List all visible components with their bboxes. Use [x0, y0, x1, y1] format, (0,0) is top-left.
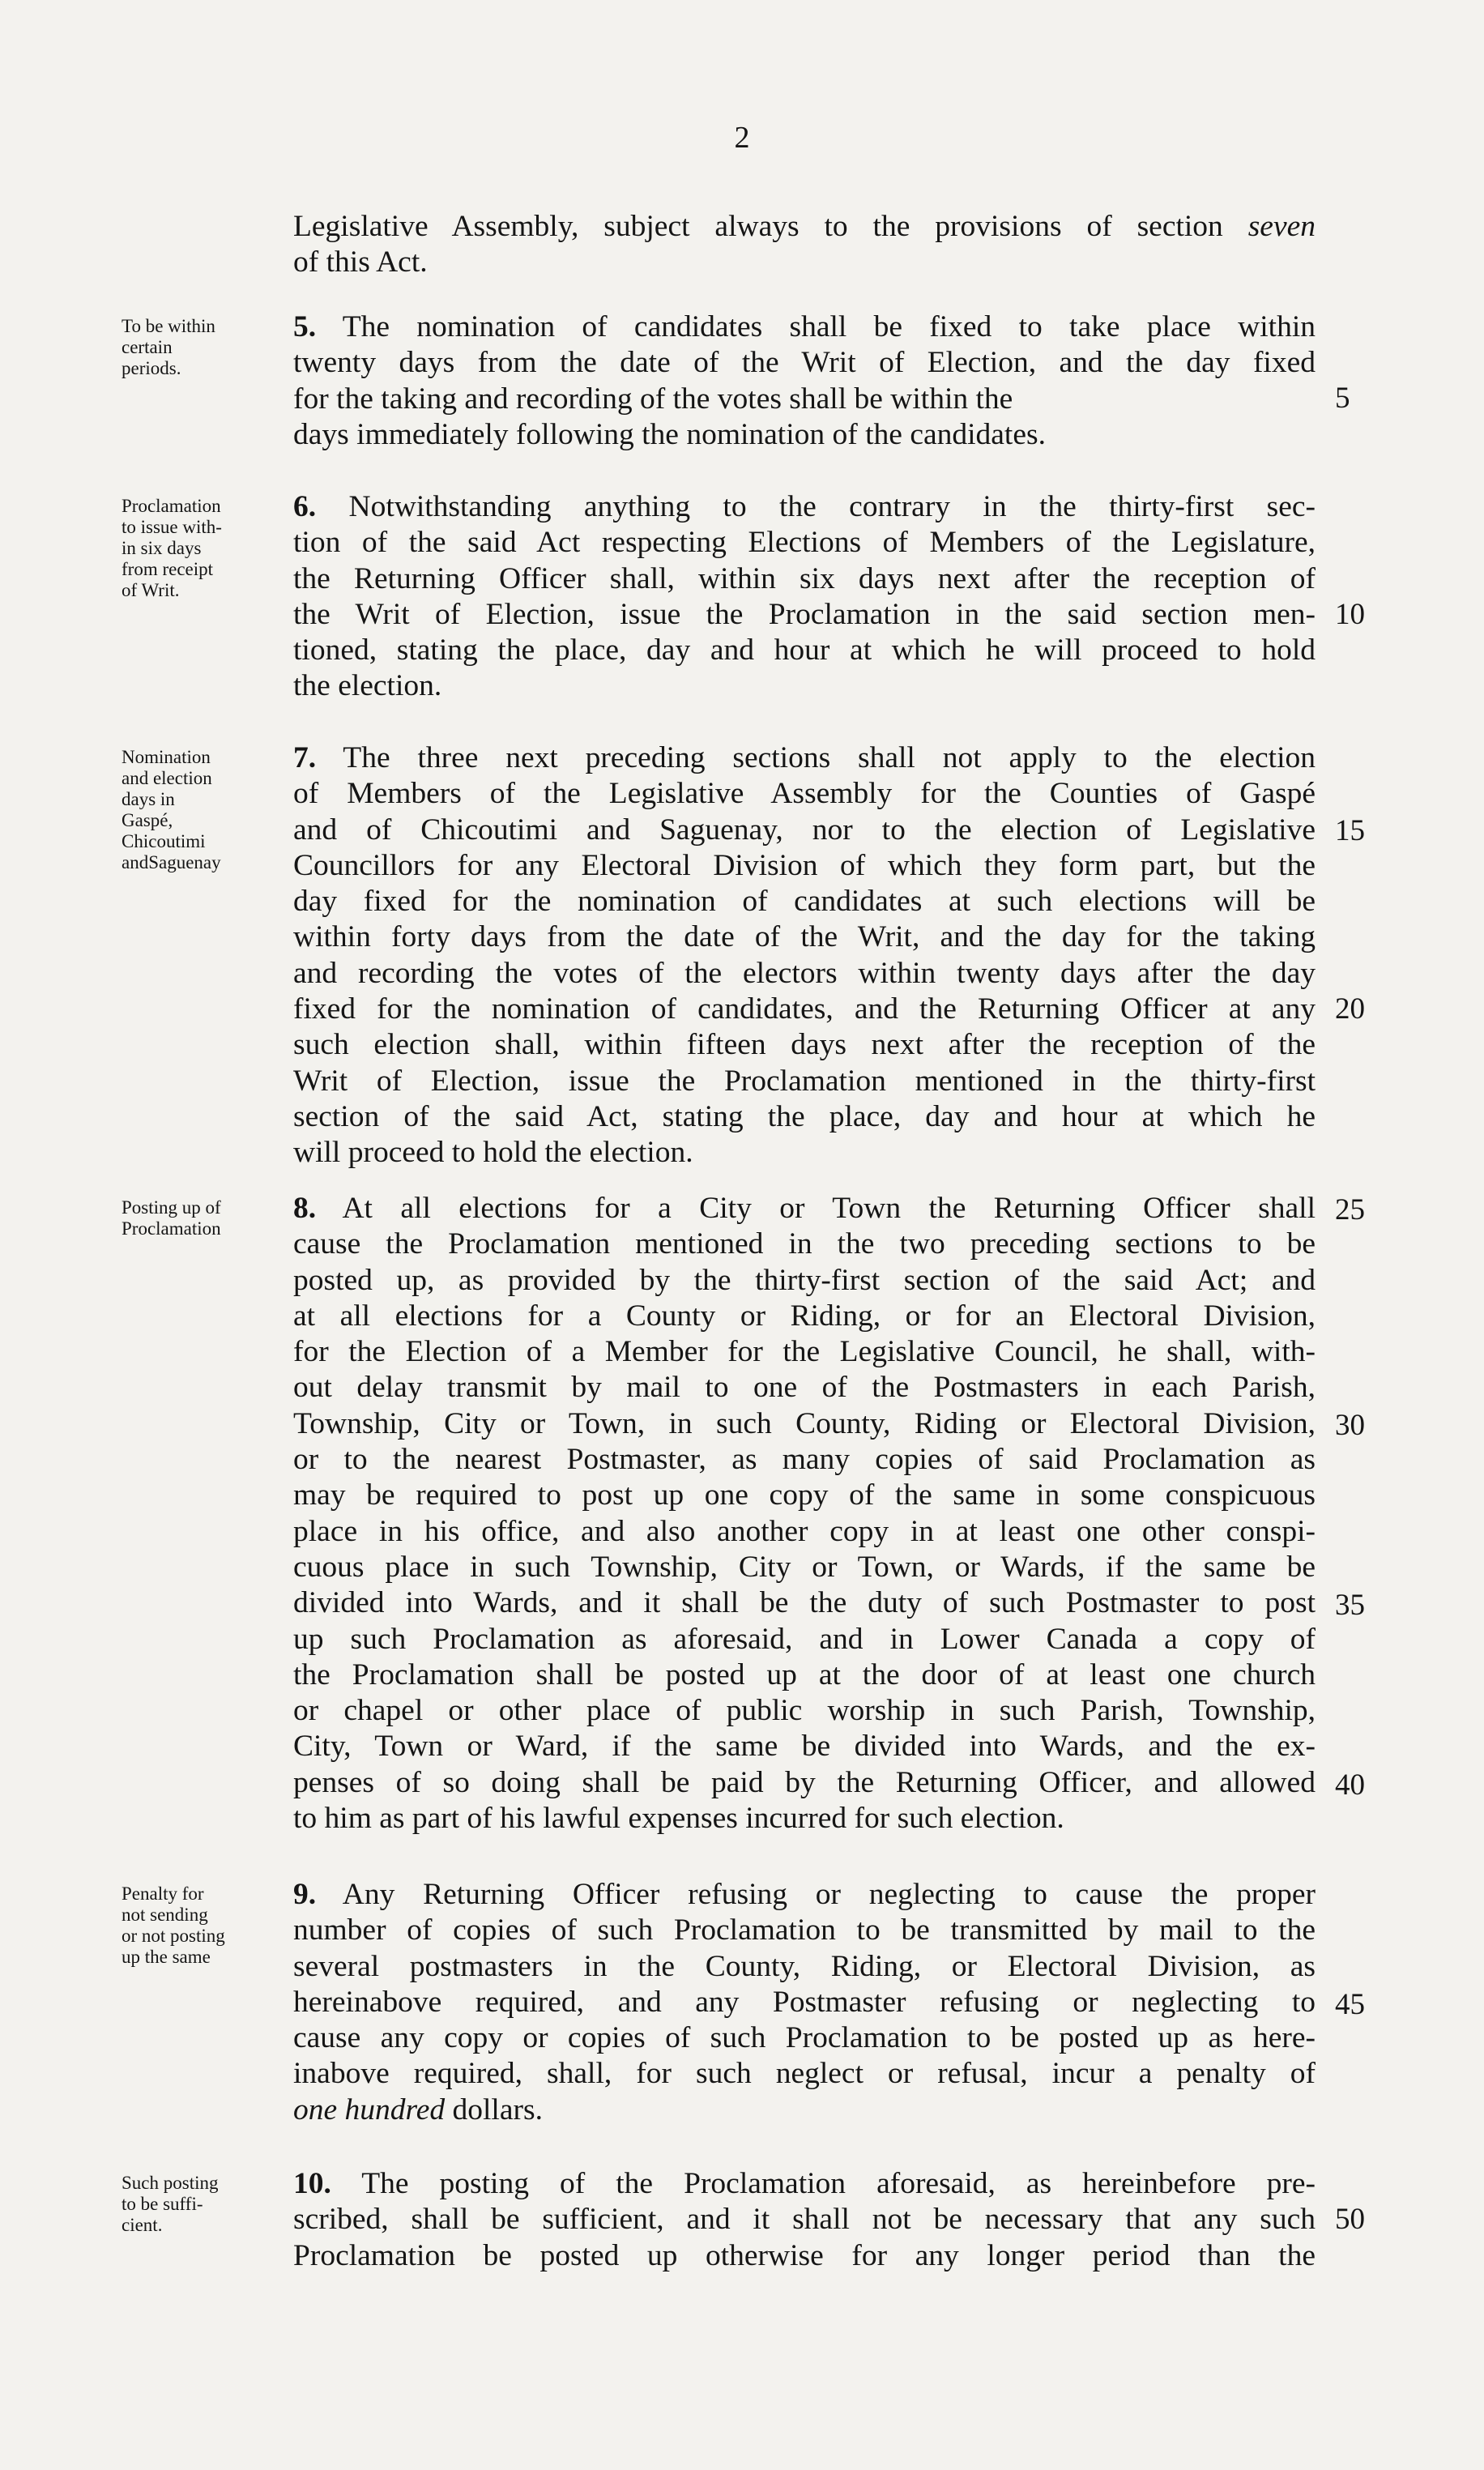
section-text — [293, 740, 1316, 1171]
section-text — [293, 489, 1316, 705]
text-line: will proceed to hold the election. — [293, 1136, 693, 1170]
text-line: twenty days from the date of the Writ of Election, and the day fixed — [293, 346, 1316, 380]
text-line: the Proclamation shall be posted up at the door of at least one church — [293, 1657, 1316, 1691]
line-number: 50 — [1335, 2203, 1365, 2236]
section-text — [293, 1191, 1316, 1837]
text-line: posted up, as provided by the thirty-first section of the said Act; and — [293, 1263, 1316, 1297]
text-line: Writ of Election, issue the Proclamation mentioned in the thirty-first — [293, 1064, 1316, 1098]
marginal-note: Proclamation to issue with- in six days from receipt of Writ. — [122, 496, 222, 600]
text-line: place in his office, and also another copy in at least one other conspi- — [293, 1514, 1316, 1548]
text-line: or chapel or other place of public worship in such Parish, Township, — [293, 1694, 1316, 1728]
text-line: the election. — [293, 669, 442, 703]
text-line: of Members of the Legislative Assembly for the Counties of Gaspé — [293, 777, 1316, 811]
text-line: out delay transmit by mail to one of the Postmasters in each Parish, — [293, 1371, 1316, 1405]
marginal-note: Such posting to be suffi- cient. — [122, 2173, 219, 2235]
text-line: to him as part of his lawful expenses incurred for such election. — [293, 1802, 1064, 1836]
section-text — [293, 1877, 1316, 2128]
line-number: 10 — [1335, 598, 1365, 631]
text-line: hereinabove required, and any Postmaster refusing or neglecting to — [293, 1985, 1316, 2019]
line-number: 35 — [1335, 1589, 1365, 1622]
text-line: for the taking and recording of the votes shall be within the — [293, 382, 1013, 416]
section-text — [293, 209, 1316, 281]
text-line: Proclamation be posted up otherwise for any longer period than the — [293, 2238, 1316, 2272]
text-line: Legislative Assembly, subject always to the provisions of section seven — [293, 210, 1316, 243]
text-line: for the Election of a Member for the Legislative Council, he shall, with- — [293, 1335, 1316, 1369]
text-line: one hundred dollars. — [293, 2092, 543, 2127]
text-line: scribed, shall be sufficient, and it shall not be necessary that any such — [293, 2203, 1316, 2237]
text-line: 8. At all elections for a City or Town the Returning Officer shall — [293, 1192, 1316, 1225]
text-line: 9. Any Returning Officer refusing or neglecting to cause the proper — [293, 1878, 1316, 1911]
text-line: and recording the votes of the electors within twenty days after the day — [293, 956, 1316, 990]
marginal-note: Penalty for not sending or not posting up the same — [122, 1883, 225, 1967]
text-line: 10. The posting of the Proclamation aforesaid, as hereinbefore pre- — [293, 2167, 1316, 2200]
text-line: inabove required, shall, for such neglect or refusal, incur a penalty of — [293, 2057, 1316, 2091]
line-number: 5 — [1335, 382, 1350, 415]
text-line: the Writ of Election, issue the Proclamation in the said section men- — [293, 597, 1316, 631]
section-text — [293, 2166, 1316, 2274]
marginal-note: To be within certain periods. — [122, 316, 215, 378]
text-line: 5. The nomination of candidates shall be fixed to take place within — [293, 310, 1316, 343]
text-line: and of Chicoutimi and Saguenay, nor to the election of Legislative — [293, 813, 1316, 847]
text-line: or to the nearest Postmaster, as many copies of said Proclamation as — [293, 1443, 1316, 1477]
section-text — [293, 309, 1316, 453]
text-line: of this Act. — [293, 245, 428, 279]
text-line: at all elections for a County or Riding, or for an Electoral Division, — [293, 1299, 1316, 1333]
page-number: 2 — [734, 121, 750, 155]
text-line: Township, City or Town, in such County, Riding or Electoral Division, — [293, 1406, 1316, 1440]
text-line: 6. Notwithstanding anything to the contrary in the thirty-first sec- — [293, 490, 1316, 523]
text-line: such election shall, within fifteen days next after the reception of the — [293, 1028, 1316, 1062]
line-number: 30 — [1335, 1409, 1365, 1442]
marginal-note: Nomination and election days in Gaspé, Chicoutimi andSaguenay — [122, 747, 221, 872]
line-number: 25 — [1335, 1193, 1365, 1226]
text-line: Councillors for any Electoral Division of which they form part, but the — [293, 848, 1316, 882]
text-line: up such Proclamation as aforesaid, and in Lower Canada a copy of — [293, 1622, 1316, 1656]
text-line: tioned, stating the place, day and hour at which he will proceed to hold — [293, 633, 1316, 668]
marginal-note: Posting up of Proclamation — [122, 1197, 221, 1239]
line-number: 45 — [1335, 1988, 1365, 2021]
text-line: City, Town or Ward, if the same be divided into Wards, and the ex- — [293, 1730, 1316, 1764]
line-number: 20 — [1335, 992, 1365, 1026]
text-line: cause the Proclamation mentioned in the two preceding sections to be — [293, 1227, 1316, 1261]
text-line: several postmasters in the County, Riding, or Electoral Division, as — [293, 1949, 1316, 1983]
text-line: days immediately following the nomination of the candidates. — [293, 417, 1046, 451]
text-line: tion of the said Act respecting Elections of Members of the Legislature, — [293, 526, 1316, 560]
text-line: cuous place in such Township, City or Town, or Wards, if the same be — [293, 1550, 1316, 1584]
text-line: may be required to post up one copy of the same in some conspicuous — [293, 1478, 1316, 1512]
text-line: fixed for the nomination of candidates, and the Returning Officer at any — [293, 992, 1316, 1026]
line-number: 40 — [1335, 1768, 1365, 1802]
text-line: the Returning Officer shall, within six days next after the reception of — [293, 561, 1316, 595]
text-line: day fixed for the nomination of candidates at such elections will be — [293, 885, 1316, 919]
text-line: within forty days from the date of the Writ, and the day for the taking — [293, 920, 1316, 954]
text-line: penses of so doing shall be paid by the Returning Officer, and allowed — [293, 1765, 1316, 1799]
text-line: 7. The three next preceding sections shall not apply to the election — [293, 741, 1316, 774]
text-line: cause any copy or copies of such Proclamation to be posted up as here- — [293, 2021, 1316, 2055]
text-line: divided into Wards, and it shall be the duty of such Postmaster to post — [293, 1586, 1316, 1620]
text-line: section of the said Act, stating the place, day and hour at which he — [293, 1099, 1316, 1133]
line-number: 15 — [1335, 814, 1365, 847]
text-line: number of copies of such Proclamation to be transmitted by mail to the — [293, 1913, 1316, 1947]
